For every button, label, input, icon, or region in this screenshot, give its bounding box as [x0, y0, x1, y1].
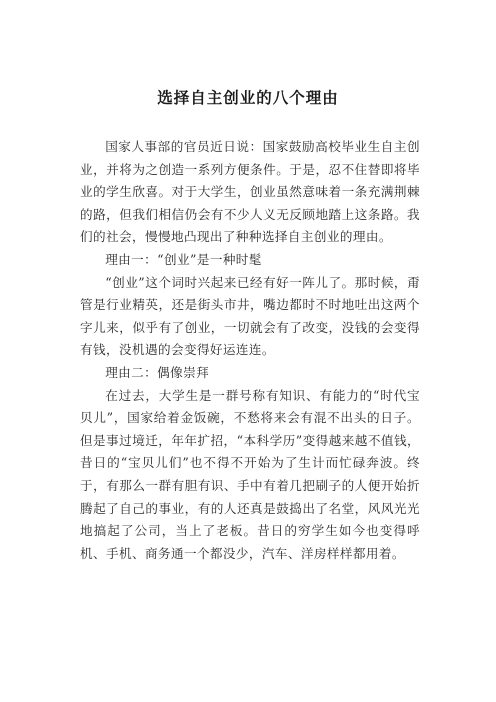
reason-heading-2: 理由二：偶像崇拜	[105, 364, 210, 380]
paragraph-reason-2: 在过去，大学生是一群号称有知识、有能力的“时代宝贝儿”，国家给着金饭碗，不愁将来会有混不出头的日子。但是事过境迁，年年扩招，“本科学历”变得越来越不值钱，昔日的“宝贝儿们”也不得不开始为了生计而忙碌奔波。终于，有那么一群有胆有识、手中有着几把刷子的人便开始折腾起了自己的事业，有的人还真是鼓捣出了名堂，风风光光地搞起了公司，当上了老板。昔日的穷学生如今也变得呼机、手机、商务通一个都没少，汽车、洋房样样都用着。	[80, 387, 420, 561]
paragraph-reason-1: “创业”这个词时兴起来已经有好一阵儿了。那时候，甭管是行业精英，还是街头市井，嘴边都时不时地吐出这两个字儿来，似乎有了创业，一切就会有了改变，没钱的会变得有钱，没机遇的会变得好运连连。	[80, 274, 420, 358]
document-body	[80, 136, 420, 565]
reason-heading-1: 理由一：“创业”是一种时髦	[105, 251, 262, 267]
paragraph-intro: 国家人事部的官员近日说：国家鼓励高校毕业生自主创业，并将为之创造一系列方便条件。于是，忍不住替即将毕业的学生欣喜。对于大学生，创业虽然意味着一条充满荆棘的路，但我们相信仍会有不少人义无反顾地踏上这条路。我们的社会，慢慢地凸现出了种种选择自主创业的理由。	[80, 139, 420, 245]
document-title: 选择自主创业的八个理由	[157, 89, 339, 107]
